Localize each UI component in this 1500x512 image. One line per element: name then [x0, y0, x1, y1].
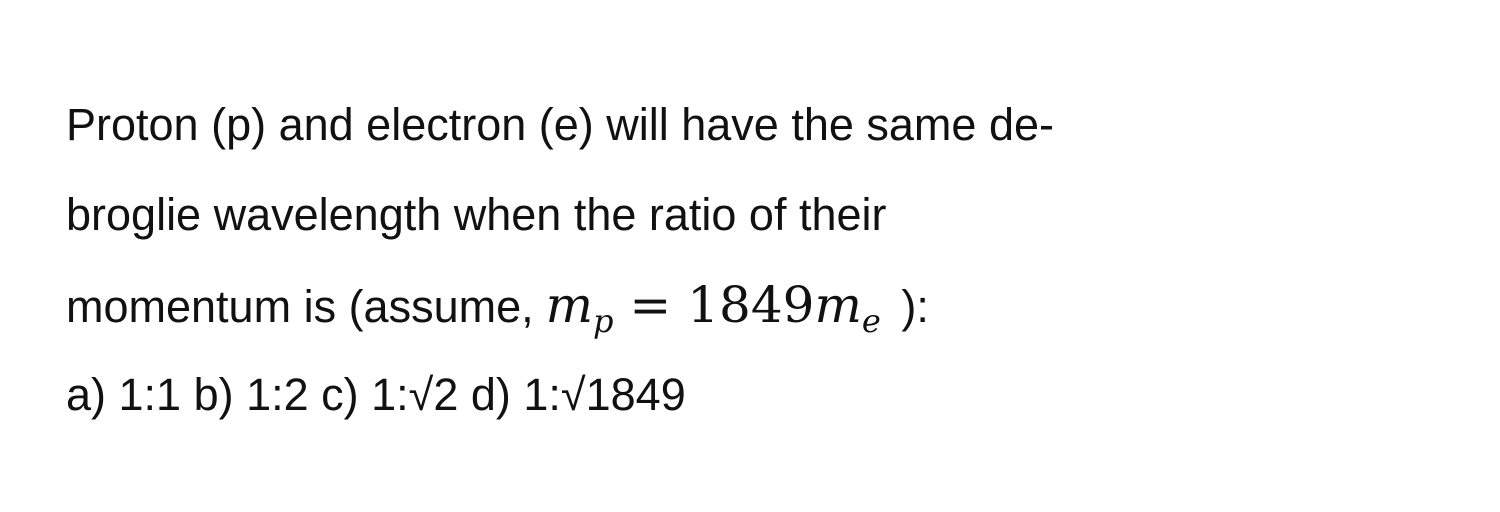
question-line-3-prefix: momentum is (assume,: [66, 281, 534, 332]
formula-lhs-sub: p: [593, 302, 614, 340]
question-line-3: [66, 270, 1446, 360]
formula-equals: =: [613, 276, 688, 334]
formula-rhs-sub: e: [861, 302, 881, 340]
formula-coefficient: 1849: [687, 276, 815, 334]
formula-rhs-var: m: [814, 276, 862, 334]
formula-lhs-var: m: [545, 276, 594, 334]
question-line-2: broglie wavelength when the ratio of their: [66, 189, 887, 240]
mass-relation-formula: [545, 276, 881, 340]
answer-options: a) 1:1 b) 1:2 c) 1:√2 d) 1:√1849: [66, 369, 686, 420]
question-line-3-suffix: ):: [888, 281, 929, 332]
question-block: [66, 90, 1446, 430]
question-line-1: Proton (p) and electron (e) will have the same de-: [66, 99, 1054, 150]
